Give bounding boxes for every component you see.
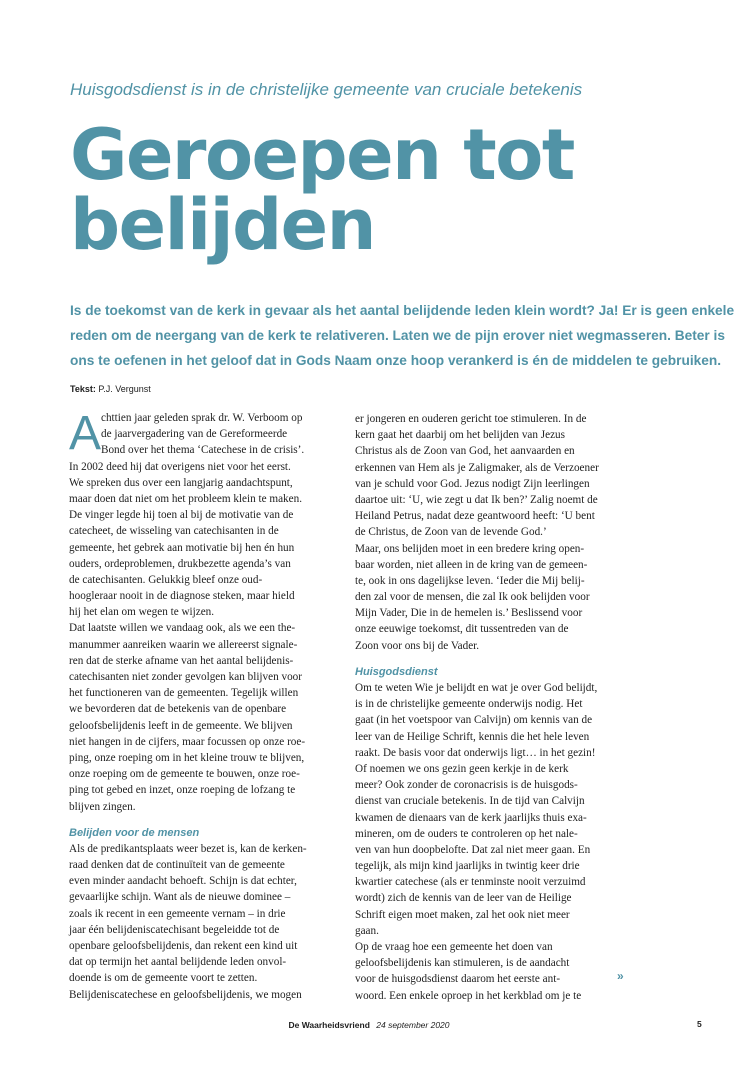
- body-line: onze roeping om de gemeente te bouwen, onze roe-: [69, 768, 300, 781]
- body-line: er jongeren en ouderen gericht toe stimuleren. In de: [355, 413, 587, 425]
- credit-label: Tekst:: [70, 384, 96, 394]
- body-line: raad denken dat de continuïteit van de gemeente: [69, 859, 285, 872]
- body-line: openbare geloofsbelijdenis, dan rekent een kind uit: [69, 940, 298, 952]
- body-line: gaat (in het voetspoor van Calvijn) om kennis van de: [355, 714, 593, 727]
- continue-arrow-icon: »: [617, 969, 624, 983]
- body-line: daartoe uit: ‘U, wie zegt u dat Ik ben?’ Zalig noemt de: [355, 493, 598, 506]
- body-line: erkennen van Hem als je Zaligmaker, als de Verzoener: [355, 461, 599, 474]
- body-line: kwamen de dienaars van de kerk jaarlijks thuis exa-: [355, 811, 587, 824]
- article-column-left: [69, 407, 344, 1003]
- section-subhead: Huisgodsdienst: [355, 665, 438, 678]
- body-line: van je schuld voor God. Jezus nodigt Zijn leerlingen: [355, 477, 590, 490]
- body-line: ping tot gebed en inzet, onze roeping de lofzang te: [69, 784, 296, 797]
- body-line: chttien jaar geleden sprak dr. W. Verboom op: [101, 412, 303, 424]
- lead-paragraph: [70, 298, 735, 373]
- body-line: Op de vraag hoe een gemeente het doen van: [355, 941, 553, 953]
- body-line: kern gaat het daarbij om het belijden van Jezus: [355, 429, 566, 442]
- body-line: Dat laatste willen we vandaag ook, als we een the-: [69, 622, 296, 635]
- body-line: Bond over het thema ‘Catechese in de crisis’.: [101, 444, 305, 457]
- body-line: ouders, ordeproblemen, drukbezette agenda’s van: [69, 557, 291, 570]
- page-title: [70, 114, 710, 266]
- body-line: manummer aanreiken waarin we allereerst signale-: [69, 638, 298, 651]
- body-line: Om te weten Wie je belijdt en wat je over God belijdt,: [355, 682, 598, 694]
- title-line: Geroepen tot: [70, 114, 574, 196]
- body-text: [355, 680, 630, 1004]
- body-line: jaar één belijdeniscatechisant begeleidde tot de: [69, 923, 280, 936]
- kicker: Huisgodsdienst is in de christelijke gemeente van cruciale betekenis: [70, 80, 583, 99]
- body-line: meer? Ook zonder de coronacrisis is de huisgods-: [355, 779, 578, 792]
- lead-line: ons te oefenen in het geloof dat in Gods Naam onze hoop verankerd is én de middelen te gebruiken.: [70, 353, 722, 368]
- body-line: geloofsbelijdenis leeft in de gemeente. We blijven: [69, 719, 293, 732]
- title-line: belijden: [70, 184, 375, 266]
- body-line: Heiland Petrus, nadat deze geantwoord heeft: ‘U bent: [355, 510, 595, 523]
- body-line: kwartier catechese (als er tenminste nooit verzuimd: [355, 876, 586, 889]
- body-line: Schrift eigen moet maken, zal het ook niet meer: [355, 908, 570, 921]
- body-line: tegelijk, als mijn kind jaarlijks in twintig keer drie: [355, 860, 580, 873]
- body-line: blijven zingen.: [69, 800, 136, 813]
- issue-date: 24 september 2020: [376, 1020, 450, 1030]
- page-number: 5: [697, 1019, 702, 1029]
- body-line: Belijdeniscatechese en geloofsbelijdenis, we mogen: [69, 988, 302, 1001]
- body-line: de jaarvergadering van de Gereformeerde: [101, 428, 288, 441]
- body-line: In 2002 deed hij dat overigens niet voor het eerst.: [69, 460, 291, 473]
- body-line: Of noemen we ons gezin geen kerkje in de kerk: [355, 762, 569, 775]
- body-line: den zal voor de mensen, die zal Ik ook belijden voor: [355, 591, 590, 604]
- body-line: ven van hun doopbelofte. Dat zal niet meer gaan. En: [355, 843, 591, 856]
- dropcap: A: [69, 407, 102, 460]
- body-line: hoogleraar nooit in de diagnose steken, maar hield: [69, 590, 295, 603]
- body-line: te, ook in ons dagelijkse leven. ‘Ieder die Mij belij-: [355, 574, 585, 587]
- body-line: We spreken dus over een langjarig aandachtspunt,: [69, 476, 293, 489]
- body-line: doende is om de gemeente voort te zetten.: [69, 972, 258, 985]
- body-line: maar doen dat niet om het probleem klein te maken.: [69, 492, 302, 505]
- body-line: gaan.: [355, 924, 379, 937]
- body-line: zoals ik recent in een gemeente vernam – in drie: [69, 907, 286, 920]
- page-footer: [0, 1020, 738, 1030]
- body-line: ping, onze roeping om in het kleine trouw te blijven,: [69, 751, 305, 764]
- body-line: mineren, om de ouders te controleren op het nale-: [355, 827, 578, 840]
- body-line: ren dat de sterke afname van het aantal belijdenis-: [69, 654, 294, 667]
- body-line: gemeente, het gebrek aan motivatie bij hen én hun: [69, 541, 295, 554]
- dropcap-block: [69, 407, 344, 460]
- body-line: catechisanten niet zonder gevolgen kan blijven voor: [69, 671, 302, 683]
- magazine-name: De Waarheidsvriend: [288, 1020, 370, 1030]
- body-text: [355, 411, 630, 654]
- credit-author: P.J. Vergunst: [98, 384, 151, 394]
- body-line: is in de christelijke gemeente onderwijs nodig. Het: [355, 698, 583, 711]
- body-line: leer van de Heilige Schrift, kennis die het hele leven: [355, 730, 590, 743]
- body-line: catecheet, de wisseling van catechisanten in de: [69, 525, 279, 538]
- body-line: Mijn Vader, Die in de hemelen is.’ Beslissend voor: [355, 607, 583, 620]
- body-line: dat op termijn het aantal belijdende leden onvol-: [69, 956, 287, 969]
- body-line: hij het elan om wegen te wijzen.: [69, 606, 215, 619]
- body-line: Maar, ons belijden moet in een bredere kring open-: [355, 542, 585, 555]
- lead-line: Is de toekomst van de kerk in gevaar als het aantal belijdende leden klein wordt? Ja! Er is geen enkele: [70, 303, 735, 318]
- body-line: woord. Een enkele oproep in het kerkblad om je te: [355, 989, 582, 1002]
- body-line: De vinger legde hij toen al bij de motivatie van de: [69, 509, 294, 522]
- body-line: geloofsbelijdenis kan stimuleren, is de aandacht: [355, 957, 570, 970]
- body-line: baar worden, niet alleen in de kring van de gemeen-: [355, 558, 588, 571]
- body-line: dienst van cruciale betekenis. In de tijd van Calvijn: [355, 795, 585, 808]
- body-line: Als de predikantsplaats weer bezet is, kan de kerken-: [69, 842, 307, 855]
- body-line: even minder aandacht behoeft. Schijn is dat echter,: [69, 875, 297, 888]
- body-line: het functioneren van de gemeenten. Tegelijk willen: [69, 687, 299, 700]
- section-subhead: Belijden voor de mensen: [69, 826, 200, 839]
- body-text: [69, 841, 344, 1003]
- body-text: [69, 459, 344, 815]
- body-line: Christus als de Zoon van God, het aanvaarden en: [355, 445, 575, 458]
- body-line: wordt) zich de kennis van de leer van de Heilige: [355, 892, 572, 905]
- body-line: we bevorderen dat de betekenis van de openbare: [69, 703, 287, 716]
- body-line: voor de huisgodsdienst daarom het eerste ant-: [355, 973, 561, 986]
- body-line: raakt. De basis voor dat onderwijs ligt… in het gezin!: [355, 746, 596, 759]
- body-line: gevaarlijke schijn. Want als de nieuwe dominee –: [69, 891, 291, 904]
- author-credit: [70, 384, 151, 394]
- body-line: niet hangen in de cijfers, maar focussen op onze roe-: [69, 735, 306, 748]
- body-line: de Christus, de Zoon van de levende God.’: [355, 526, 547, 539]
- body-line: de catechisanten. Gelukkig bleef onze oud-: [69, 573, 263, 586]
- lead-line: reden om de neergang van de kerk te relativeren. Laten we de pijn erover niet wegmasseren. Beter is: [70, 328, 725, 343]
- article-column-right: [355, 411, 630, 1004]
- body-line: Zoon voor ons bij de Vader.: [355, 639, 480, 652]
- body-line: onze eeuwige toekomst, dit tussentreden van de: [355, 623, 569, 636]
